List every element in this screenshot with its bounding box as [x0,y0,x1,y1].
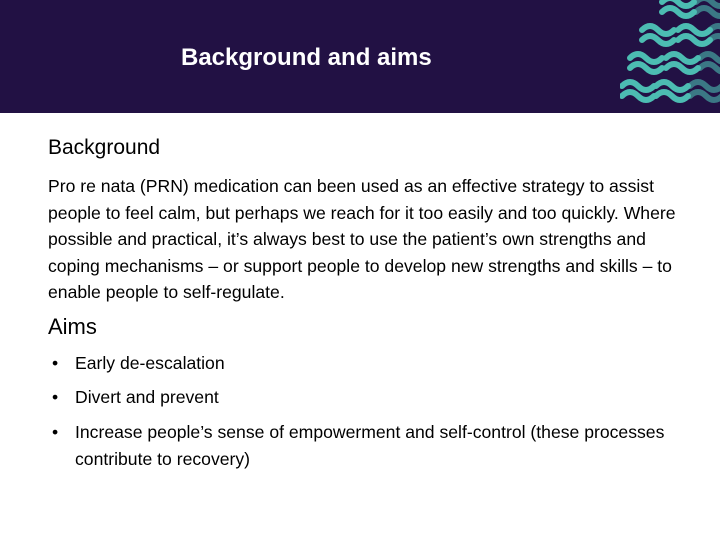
bullet-icon: • [52,387,59,407]
aim-list-item [52,384,702,411]
aim-text: Increase people’s sense of empowerment and self-control (these processes contribute to recovery) [75,422,665,469]
decorative-pattern-icon [620,0,720,113]
slide-header [0,0,720,113]
background-paragraph: Pro re nata (PRN) medication can been used as an effective strategy to assist people to feel calm, but perhaps we reach for it too easily and too quickly. Where possible and practical, it’s always best to use the patient’s own strengths and coping mechanisms – or support people to develop new strengths and skills – to enable people to self-regulate. [48,176,676,302]
aim-text: Early de-escalation [75,353,225,373]
aims-heading: Aims [48,314,97,339]
slide-title: Background and aims [181,44,432,71]
background-heading: Background [48,136,161,159]
aim-list-item [52,419,702,472]
aim-text: Divert and prevent [75,387,219,407]
bullet-icon: • [52,422,59,442]
bullet-icon: • [52,353,59,373]
aim-list-item [52,350,702,377]
